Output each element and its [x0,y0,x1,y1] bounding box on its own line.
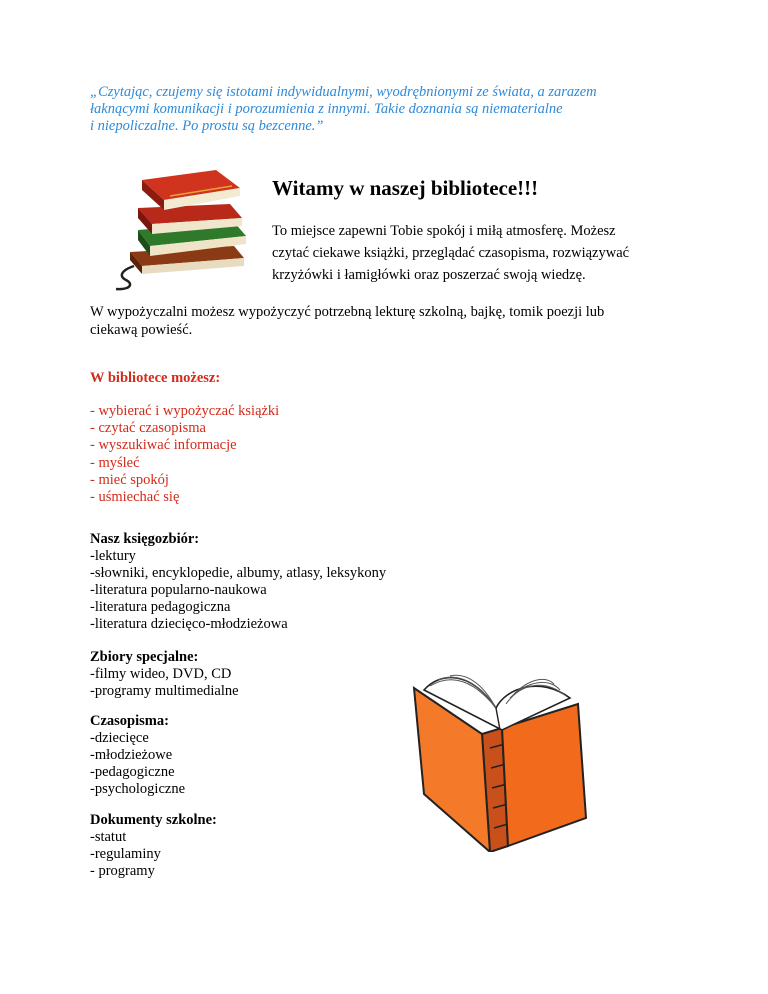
list-item: -młodzieżowe [90,746,173,763]
list-item: -literatura pedagogiczna [90,598,231,615]
list-item: - programy [90,862,155,879]
list-item: -słowniki, encyklopedie, albumy, atlasy, leksykony [90,564,387,581]
open-book-icon [410,668,588,852]
intro-paragraph [90,303,604,339]
list-item: -psychologiczne [90,780,186,797]
list-item: - mieć spokój [90,471,169,488]
section-heading: Dokumenty szkolne: [90,812,217,828]
quote-line: łaknącymi komunikacji i porozumienia z innymi. Takie doznania są niematerialne [90,101,563,117]
list-item: -literatura popularno-naukowa [90,581,267,598]
section-heading: Nasz księgozbiór: [90,531,200,547]
welcome-line: krzyżówki i łamigłówki oraz poszerzać swoją wiedzę. [272,267,586,283]
section-heading: Czasopisma: [90,713,169,729]
welcome-line: To miejsce zapewni Tobie spokój i miłą atmosferę. Możesz [272,223,616,239]
list-item: -filmy wideo, DVD, CD [90,665,232,682]
list-item: -pedagogiczne [90,763,175,780]
special-collections-section [90,649,239,700]
intro-line: W wypożyczalni możesz wypożyczyć potrzebną lekturę szkolną, bajkę, tomik poezji lub [90,304,605,320]
list-item: -dziecięce [90,729,149,746]
welcome-text [272,220,629,286]
list-item: -regulaminy [90,845,161,862]
welcome-title: Witamy w naszej bibliotece!!! [272,176,539,200]
list-item: -programy multimedialne [90,682,239,699]
list-item: - wybierać i wypożyczać książki [90,403,280,419]
section-heading: Zbiory specjalne: [90,649,199,665]
section-list [90,666,239,700]
book-stack-icon [112,166,262,292]
collection-section [90,531,386,632]
school-documents-section [90,812,217,880]
section-list [90,548,386,633]
quote-line: „Czytając, czujemy się istotami indywidualnymi, wyodrębnionymi ze świata, a zarazem [90,84,597,100]
intro-line: ciekawą powieść. [90,322,193,338]
list-item: -literatura dziecięco-młodzieżowa [90,615,288,632]
library-can-list [90,403,279,506]
list-item: - wyszukiwać informacje [90,437,237,454]
section-list [90,730,185,798]
quote-block [90,84,690,135]
library-can-heading: W bibliotece możesz: [90,370,221,386]
list-item: - czytać czasopisma [90,420,206,437]
welcome-line: czytać ciekawe książki, przeglądać czasopisma, rozwiązywać [272,245,630,261]
section-list [90,829,217,880]
list-item: -lektury [90,547,136,564]
list-item: - myśleć [90,454,140,471]
quote-line: i niepoliczalne. Po prostu są bezcenne.” [90,118,324,134]
magazines-section [90,713,185,798]
list-item: -statut [90,828,127,845]
list-item: - uśmiechać się [90,489,180,506]
